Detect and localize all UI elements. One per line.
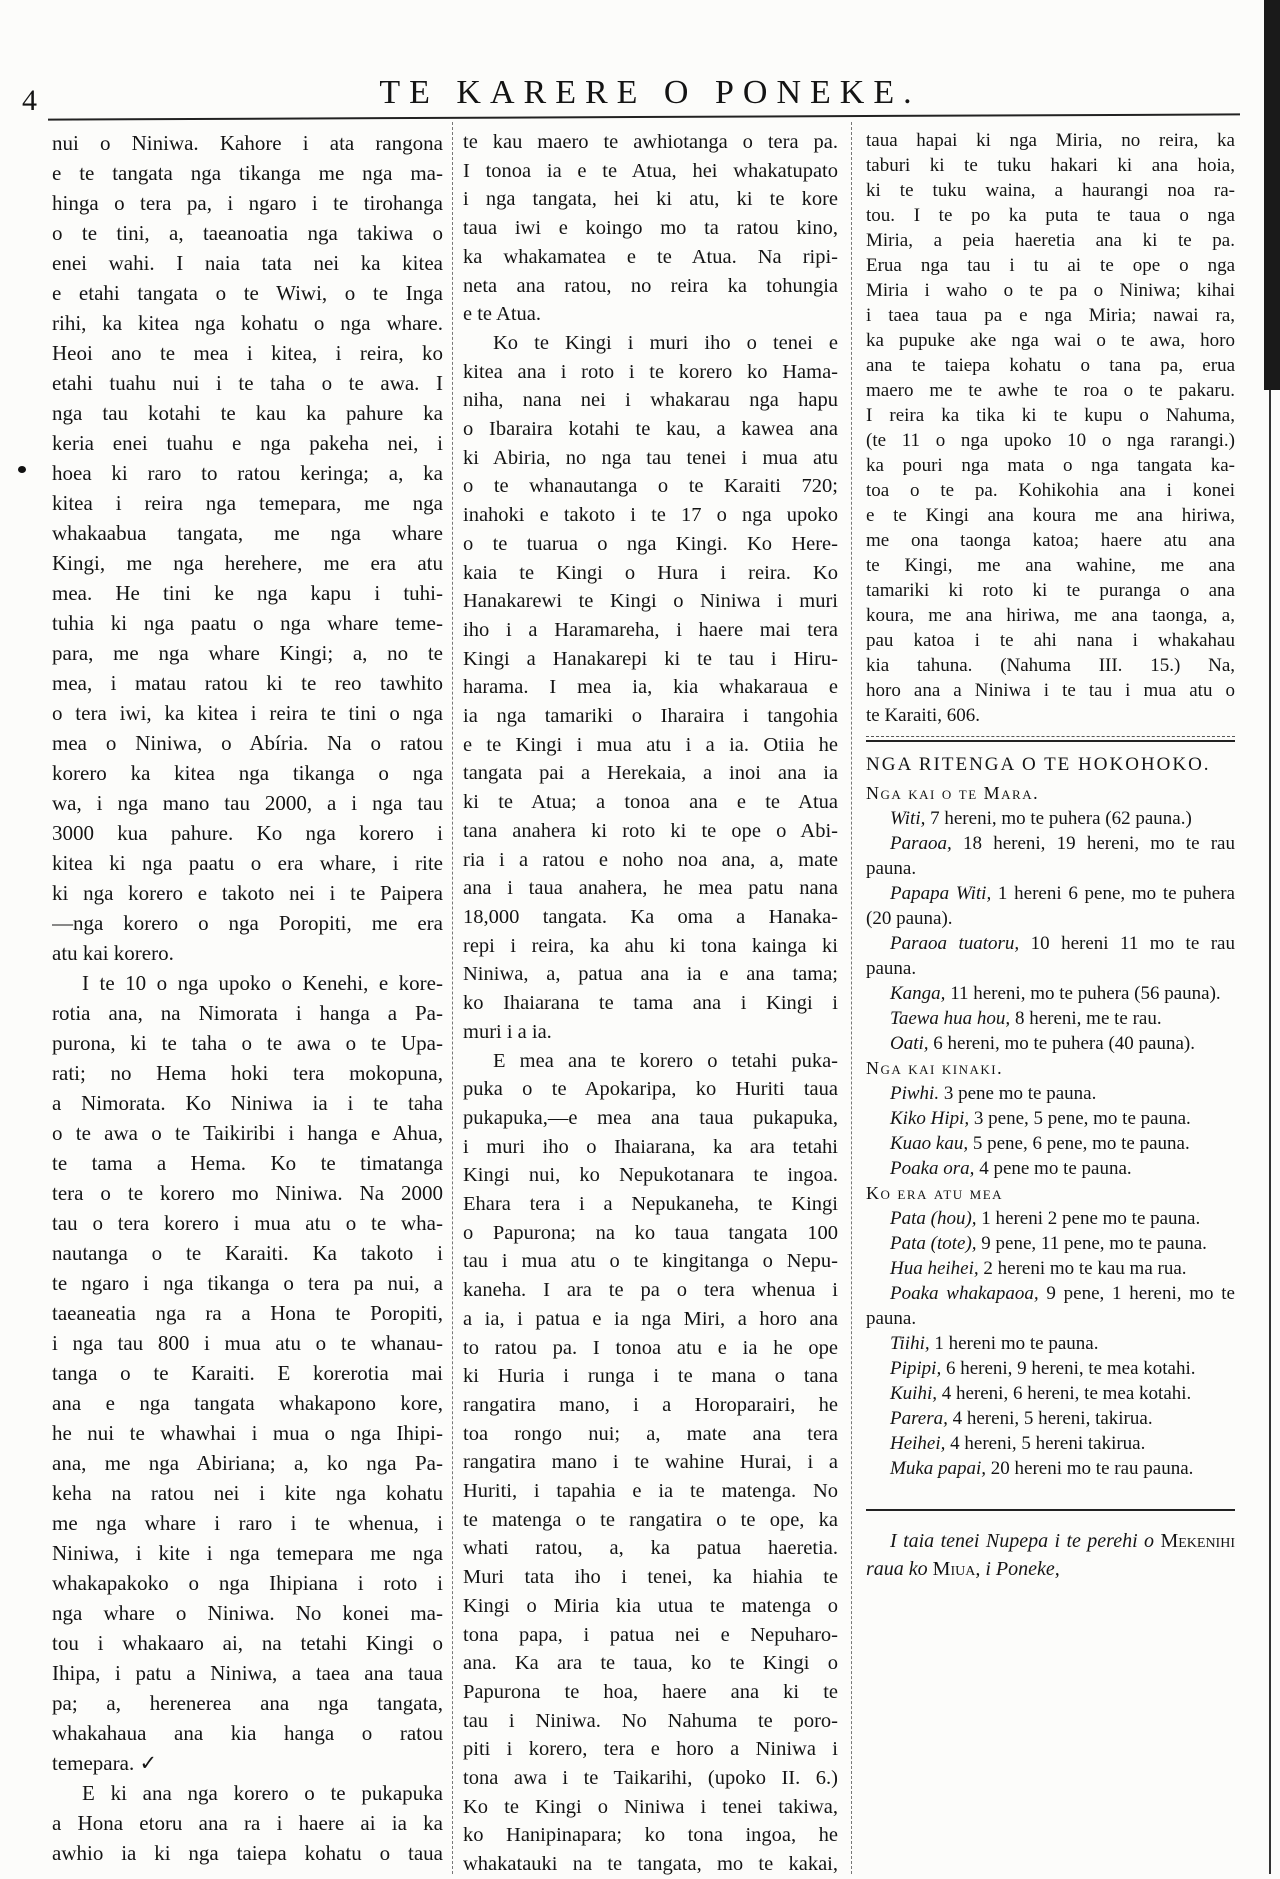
text-line: Kingi a Hanakarepi ki te tau i Hiru- [463,647,838,670]
text-line: rangatira mano, i a Horoparairi, he [463,1393,838,1416]
text-line: kaneha. I ara te pa o tera whenua i [463,1279,838,1302]
column-3 [866,128,1235,1583]
price-item-value: 8 hereni, me te rau. [1010,1008,1162,1029]
text-line: ko Hanipinapara; ko tona ingoa, he [463,1824,838,1847]
price-item-value: 4 hereni, 5 hereni takirua. [945,1433,1146,1454]
text-line: kaia te Kingi o Hura i reira. Ko [463,561,838,584]
text-line: tangata pai a Herekaia, a inoi ana ia [463,762,838,785]
text-line: ia nga tamariki o Iharaira i tangohia [463,705,838,728]
imprint-text: , i Poneke, [975,1558,1060,1580]
price-item-name: Oati, [890,1033,929,1054]
price-item-name: Kiko Hipi, [890,1108,970,1129]
price-item-name: Poaka ora, [890,1158,975,1179]
price-item [866,1131,1235,1156]
price-item-value: 3 pene, 5 pene, mo te pauna. [969,1108,1191,1129]
text-line: kitea i reira nga temepara, me nga [52,491,443,515]
text-line: ki Huria i runga i te mana o tana [463,1365,838,1388]
text-line: a ia, i patua e ia nga Miri, a horo ana [463,1307,838,1330]
price-groups [866,781,1235,1481]
price-item-value: 2 hereni mo te kau ma rua. [978,1258,1187,1279]
paragraph [52,128,443,968]
text-line: o te tini, a, taeanoatia nga takiwa o [52,221,443,245]
text-line: ko Ihaiarana te tama ana i Kingi i [463,992,838,1015]
paragraph [463,128,838,329]
text-line: whati ratou, a, ka patua haeretia. [463,1537,838,1560]
text-line: hoea ki raro to ratou keringa; a, ka [52,461,443,485]
text-line: whakahaua ana kia hanga o ratou [52,1721,443,1745]
text-line: to ratou pa. I tonoa atu e ia he ope [463,1336,838,1359]
price-group-heading: Ko era atu mea [866,1183,1004,1203]
text-line: puka o te Apokaripa, ko Huriti taua [463,1078,838,1101]
price-item-value: 5 pene, 6 pene, mo te pauna. [968,1133,1190,1154]
price-item-value: 1 hereni 6 pene, mo te puhera (20 pauna). [866,883,1235,929]
text-line: Papurona te hoa, haere ana ki te [463,1680,838,1703]
text-line: rihi, ka kitea nga kohatu o nga whare. [52,311,443,335]
imprint-printer: Miua [932,1558,976,1580]
text-line: nui o Niniwa. Kahore i ata rangona [52,131,443,155]
price-item [866,831,1235,881]
text-line: o Papurona; na ko taua tangata 100 [463,1221,838,1244]
text-line: he nui te whawhai i mua o nga Ihipi- [52,1421,443,1445]
price-item-value: 4 pene mo te pauna. [974,1158,1132,1179]
text-line: te tama a Hema. Ko te timatanga [52,1151,443,1175]
paragraph [52,1778,443,1868]
text-line: nga whare o Niniwa. No konei ma- [52,1601,443,1625]
text-line: ana, me nga Abiriana; a, ko nga Pa- [52,1451,443,1475]
price-item-value: 18 hereni, 19 hereni, mo te rau pauna. [866,833,1235,879]
price-item-value: 20 hereni mo te rau pauna. [986,1458,1194,1479]
text-line: Niniwa, a, patua ana ia e ana tama; [463,963,838,986]
page-number: 4 [22,84,37,117]
text-line: inahoki e takoto i te 17 o nga upoko [463,504,838,527]
text-line: te kau maero te awhiotanga o tera pa. [463,131,838,153]
imprint-text: I taia tenei Nupepa i te perehi o [890,1530,1161,1552]
text-line: E ki ana nga korero o te pukapuka [82,1781,443,1805]
price-item [866,1106,1235,1131]
text-line: e te Atua. [463,303,541,326]
text-line: a Nimorata. Ko Niniwa ia i te taha [52,1091,443,1115]
text-line: tuhia ki nga paatu o nga whare teme- [52,611,443,635]
text-line: tana anahera ki roto ki te ope o Abi- [463,819,838,842]
price-item [866,1406,1235,1431]
price-item-name: Pata (tote), [890,1233,977,1254]
text-line: muri i a ia. [463,1020,552,1043]
price-group-heading: Nga kai o te Mara. [866,783,1040,803]
text-line: ki Abiria, no nga tau tenei i mua atu [463,446,838,469]
text-line: repi i reira, ka ahu ki tona kainga ki [463,934,838,957]
price-group-heading: Nga kai kinaki. [866,1058,1004,1078]
text-line: etahi tuahu nui i te taha o te awa. I [52,371,443,395]
text-line: taua hapai ki nga Miria, no reira, ka [866,130,1235,151]
imprint-text: raua ko [866,1558,933,1580]
text-line: whakaabua tangata, me nga whare [52,521,443,545]
text-line: I te 10 o nga upoko o Kenehi, e kore- [82,971,443,995]
text-line: keria enei tuahu e nga pakeha nei, i [52,431,443,455]
text-line: kitea ana i roto i te korero ko Hama- [463,360,838,383]
price-item [866,1331,1235,1356]
price-item [866,806,1235,831]
text-line: wa, i nga mano tau 2000, a i nga tau [52,791,443,815]
text-line: 3000 kua pahure. Ko nga korero i [52,821,443,845]
text-line: harama. I mea ia, kia whakaraua e [463,676,838,699]
text-line: i muri iho o Ihaiarana, ka ara tetahi [463,1135,838,1158]
text-line: mea o Niniwa, o Abíria. Na o ratou [52,731,443,755]
price-item-name: Pipipi, [890,1358,942,1379]
text-line: e te Kingi ana koura me ana hiriwa, [866,505,1235,526]
text-line: mea, i matau ratou ki te reo tawhito [52,671,443,695]
price-item-value: 1 hereni 2 pene mo te pauna. [976,1208,1201,1229]
paragraph [463,1047,838,1879]
text-line: koura, me ana hiriwa, me ana taonga, a, [866,605,1235,626]
price-item-value: 11 hereni, mo te puhera (56 pauna). [945,983,1221,1004]
text-line: te matenga o te rangatira o te ope, ka [463,1508,838,1531]
masthead-title: TE KARERE O PONEKE. [379,74,921,111]
prices-title: NGA RITENGA O TE HOKOHOKO. [866,754,1211,775]
text-line: i nga tau 800 i mua atu o te whanau- [52,1331,443,1355]
text-line: ana. Ka ara te taua, ko te Kingi o [463,1652,838,1675]
text-line: tera o te korero mo Niniwa. Na 2000 [52,1181,443,1205]
article-text [866,128,1235,728]
text-line: rotia ana, na Nimorata i hanga a Pa- [52,1001,443,1025]
text-line: o te awa o te Taikiribi i hanga e Ahua, [52,1121,443,1145]
text-line: temepara. ✓ [52,1751,158,1775]
text-line: ki te Atua; a tonoa ana e te Atua [463,791,838,814]
text-line: o Ibaraira kotahi te kau, a kawea ana [463,418,838,441]
price-item-name: Piwhi. [890,1083,940,1104]
price-item [866,1456,1235,1481]
price-item [866,1431,1235,1456]
page-edge-bar [1264,0,1280,390]
text-line: tau i Niniwa. No Nahuma te poro- [463,1709,838,1732]
price-item [866,931,1235,981]
price-item-name: Kuao kau, [890,1133,969,1154]
text-line: neta ana ratou, no reira ka tohungia [463,274,838,297]
text-line: tou. I te po ka puta te taua o nga [866,205,1235,226]
paragraph [52,968,443,1778]
text-line: toa o te pa. Kohikohia ana i konei [866,480,1235,501]
column-2 [463,128,838,1879]
price-item [866,1006,1235,1031]
price-item-value: 6 hereni, 9 hereni, te mea kotahi. [941,1358,1196,1379]
header-rule [48,113,1240,120]
text-line: o te whanautanga o te Karaiti 720; [463,475,838,498]
text-line: awhio ia ki nga taiepa kohatu o taua [52,1841,443,1865]
price-item [866,1031,1235,1056]
price-item-name: Taewa hua hou, [890,1008,1011,1029]
text-line: Heoi ano te mea i kitea, i reira, ko [52,341,443,365]
text-line: Miria, a peia haeretia ana ki te pa. [866,230,1235,251]
text-line: iho i a Haramareha, i haere mai tera [463,618,838,641]
text-line: Ehara tera i a Nepukaneha, te Kingi [463,1193,838,1216]
text-line: ana te taiepa kohatu o tana pa, erua [866,355,1235,376]
price-item [866,1256,1235,1281]
text-line: maero me te awhe te roa o te pakaru. [866,380,1235,401]
price-item [866,1156,1235,1181]
text-line: tona papa, i patua nei e Nepuharo- [463,1623,838,1646]
text-line: hinga o tera pa, i ngaro i te tirohanga [52,191,443,215]
price-item-name: Kuihi, [890,1383,937,1404]
text-line: purona, ki te taha o te awa o te Upa- [52,1031,443,1055]
text-line: ki te tuku waina, a haurangi noa ra- [866,180,1235,201]
imprint-printer: Mekenihi [1160,1530,1235,1552]
text-line: para, me nga whare Kingi; a, no te [52,641,443,665]
text-line: ki nga korero e takoto nei i te Paipera [52,881,443,905]
text-line: a Hona etoru ana ra i haere ai ia ka [52,1811,443,1835]
price-item-value: 7 hereni, mo te puhera (62 pauna.) [925,808,1192,829]
text-line: ka whakamatea e te Atua. Na ripi- [463,245,838,268]
text-line: toa rongo nui; a, mate ana tera [463,1422,838,1445]
text-line: taburi ki te tuku hakari ki ana hoia, [866,155,1235,176]
text-line: e etahi tangata o te Wiwi, o te Inga [52,281,443,305]
text-line: korero ka kitea nga tikanga o nga [52,761,443,785]
section-rule [866,736,1235,742]
price-item-name: Muka papai, [890,1458,987,1479]
text-line: piti i korero, tera e horo a Niniwa i [463,1738,838,1761]
text-line: Ko te Kingi i muri iho o tenei e [493,331,838,354]
text-line: niha, nana nei i whakarau nga hapu [463,389,838,412]
text-line: tau o tera korero i mua atu o te wha- [52,1211,443,1235]
price-item-value: 10 hereni 11 mo te rau pauna. [866,933,1235,979]
text-line: tanga o te Karaiti. E korerotia mai [52,1361,443,1385]
text-line: tamariki ki roto ki te puranga o ana [866,580,1235,601]
text-line: te Karaiti, 606. [866,705,980,726]
price-item-name: Pata (hou), [890,1208,977,1229]
text-line: nga tau kotahi te kau ka pahure ka [52,401,443,425]
text-line: kitea ki nga paatu o era whare, i rite [52,851,443,875]
text-line: I tonoa ia e te Atua, hei whakatupato [463,159,838,182]
price-item-name: Tiihi, [890,1333,930,1354]
text-line: (te 11 o nga upoko 10 o nga rarangi.) [866,430,1235,451]
text-line: horo ana a Niniwa i te tau i mua atu o [866,680,1235,701]
text-line: pukapuka,—e mea ana taua pukapuka, [463,1106,838,1129]
text-line: te ngaro i nga tikanga o tera pa nui, a [52,1271,443,1295]
price-item-value: 4 hereni, 6 hereni, te mea kotahi. [936,1383,1192,1404]
price-item [866,1081,1235,1106]
text-line: enei wahi. I naia tata nei ka kitea [52,251,443,275]
text-line: Muri tata iho i tenei, ka hiahia te [463,1566,838,1589]
column-divider [452,122,453,1874]
price-item [866,1381,1235,1406]
paragraph [463,329,838,1047]
text-line: ria i a ratou e noho noa ana, a, mate [463,848,838,871]
text-line: te Kingi, me ana wahine, me ana [866,555,1235,576]
text-line: —nga korero o nga Poropiti, me era [52,911,443,935]
text-line: Hanakarewi te Kingi o Niniwa i muri [463,590,838,613]
text-line: whakatauki na te tangata, mo te kakai, [463,1853,838,1876]
text-line: ana i taua anahera, he mea patu nana [463,877,838,900]
price-item-name: Kanga, [890,983,946,1004]
price-item-name: Hua heihei, [890,1258,979,1279]
text-line: tau i mua atu o te kingitanga o Nepu- [463,1250,838,1273]
text-line: rati; no Hema hoki tera mokopuna, [52,1061,443,1085]
text-line: Kingi nui, ko Nepukotanara te ingoa. [463,1164,838,1187]
price-item [866,1356,1235,1381]
text-line: me ona taonga katoa; haere atu ana [866,530,1235,551]
text-line: E mea ana te korero o tetahi puka- [493,1049,838,1072]
price-item-name: Paraoa, [890,833,952,854]
text-line: ana e nga tangata whakapono kore, [52,1391,443,1415]
text-line: i nga tangata, hei ki atu, ki te kore [463,188,838,211]
column-divider [851,122,852,1874]
text-line: pa; a, herenerea ana nga tangata, [52,1691,443,1715]
text-line: taeaneatia nga ra a Hona te Poropiti, [52,1301,443,1325]
price-item-name: Poaka whakapaoa, [890,1283,1039,1304]
price-item [866,881,1235,931]
price-item [866,1281,1235,1331]
text-line: tou i whakaaro ai, na tetahi Kingi o [52,1631,443,1655]
text-line: mea. He tini ke nga kapu i tuhi- [52,581,443,605]
text-line: e te Kingi i mua atu i a ia. Otiia he [463,733,838,756]
text-line: tona awa i te Taikarihi, (upoko II. 6.) [463,1767,838,1790]
text-line: ka pouri nga mata o nga tangata ka- [866,455,1235,476]
text-line: me nga whare i raro i te whenua, i [52,1511,443,1535]
ink-blot [18,466,26,473]
text-line: Erua nga tau i tu ai te ope o nga [866,255,1235,276]
text-line: Kingi o Miria kia utua te matenga o [463,1594,838,1617]
text-line: pau katoa i te ahi nana i whakahau [866,630,1235,651]
price-item-value: 9 pene, 1 hereni, mo te pauna. [866,1283,1235,1329]
price-item-name: Papapa Witi, [890,883,992,904]
paragraph [866,128,1235,728]
price-item [866,1206,1235,1231]
text-line: Niniwa, i kite i nga temepara me nga [52,1541,443,1565]
text-line: o tera iwi, ka kitea i reira te tini o nga [52,701,443,725]
price-item-value: 4 hereni, 5 hereni, takirua. [947,1408,1153,1429]
text-line: 18,000 tangata. Ka oma a Hanaka- [463,905,838,928]
text-line: keha na ratou nei i kite nga kohatu [52,1481,443,1505]
text-line: Ihipa, i patu a Niniwa, a taea ana taua [52,1661,443,1685]
price-item [866,981,1235,1006]
text-line: Huriti, i tapahia e ia te matenga. No [463,1480,838,1503]
imprint [866,1527,1235,1583]
page-edge-line [1269,390,1271,1874]
text-line: Kingi, me nga herehere, me era atu [52,551,443,575]
text-line: kia tahuna. (Nahuma III. 15.) Na, [866,655,1235,676]
price-item-value: 1 hereni mo te pauna. [929,1333,1099,1354]
text-line: i taea taua pa e nga Miria; nawai ra, [866,305,1235,326]
price-item [866,1231,1235,1256]
text-line: atu kai korero. [52,941,174,965]
text-line: I reira ka tika ki te kupu o Nahuma, [866,405,1235,426]
column-1 [52,128,443,1868]
price-item-value: 6 hereni, mo te puhera (40 pauna). [928,1033,1195,1054]
text-line: ka pupuke ake nga wai o te awa, horo [866,330,1235,351]
text-line: rangatira mano i te wahine Hurai, i a [463,1451,838,1474]
price-item-name: Witi, [890,808,926,829]
footer-rule [866,1509,1235,1511]
text-line: e te tangata nga tikanga me nga ma- [52,161,443,185]
text-line: taua iwi e koingo mo ta ratou kino, [463,217,838,240]
price-item-value: 3 pene mo te pauna. [939,1083,1097,1104]
text-line: o te tuarua o nga Kingi. Ko Here- [463,532,838,555]
price-item-name: Parera, [890,1408,948,1429]
price-item-name: Paraoa tuatoru, [890,933,1020,954]
text-line: nautanga o te Karaiti. Ka takoto i [52,1241,443,1265]
text-line: Ko te Kingi o Niniwa i tenei takiwa, [463,1795,838,1818]
text-line: whakapakoko o nga Ihipiana i roto i [52,1571,443,1595]
price-item-name: Heihei, [890,1433,946,1454]
price-item-value: 9 pene, 11 pene, mo te pauna. [976,1233,1207,1254]
text-line: Miria i waho o te pa o Niniwa; kihai [866,280,1235,301]
